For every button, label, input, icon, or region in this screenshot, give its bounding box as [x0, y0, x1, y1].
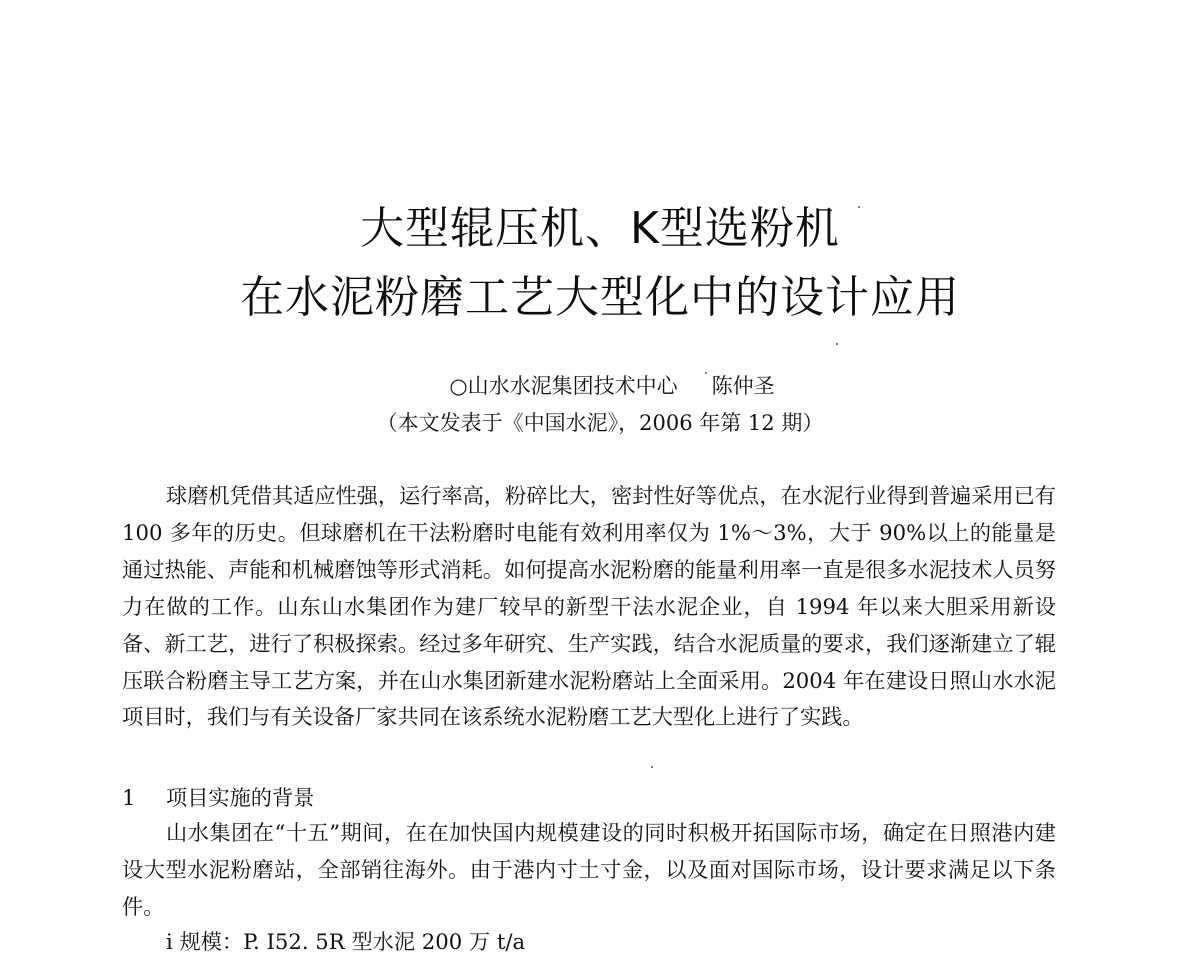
scan-speck: [651, 766, 653, 768]
author-name: 陈仲圣: [711, 374, 775, 398]
scan-speck: [836, 343, 838, 345]
bullet-icon: ○: [449, 374, 468, 398]
title-line-1: 大型辊压机、K型选粉机: [360, 203, 840, 254]
spec-line: i 规模：P. I52. 5R 型水泥 200 万 t/a: [166, 929, 526, 954]
title-line-2: 在水泥粉磨工艺大型化中的设计应用: [240, 272, 960, 323]
affiliation: 山水水泥集团技术中心: [467, 374, 678, 398]
scan-speck: [705, 372, 707, 374]
section-title: 项目实施的背景: [166, 785, 315, 810]
section-heading: [122, 780, 1056, 817]
background-paragraph: 山水集团在“十五”期间，在在加快国内规模建设的同时积极开拓国际市场，确定在日照港内建设大型水泥粉磨站，全部销往海外。由于港内寸土寸金，以及面对国际市场，设计要求满足以下条件。: [122, 820, 1056, 919]
author-line: [0, 372, 1200, 400]
scan-speck: [858, 206, 860, 208]
publication-source: （本文发表于《中国水泥》，2006 年第 12 期）: [376, 411, 824, 435]
intro-paragraph: 球磨机凭借其适应性强，运行率高，粉碎比大，密封性好等优点，在水泥行业得到普遍采用已有 100 多年的历史。但球磨机在干法粉磨时电能有效利用率仅为 1%～3%，大于 90%以上的能量是通过热能、声能和机械磨蚀等形式消耗。如何提高水泥粉磨的能量利用率一直是很多水泥技术人员努力在做的工作。山东山水集团作为建厂较早的新型干法水泥企业，自 1994 年以来大胆采用新设备、新工艺，进行了积极探索。经过多年研究、生产实践，结合水泥质量的要求，我们逐渐建立了辊压联合粉磨主导工艺方案，并在山水集团新建水泥粉磨站上全面采用。2004 年在建设日照山水水泥项目时，我们与有关设备厂家共同在该系统水泥粉磨工艺大型化上进行了实践。: [122, 483, 1056, 730]
section-number: 1: [122, 785, 136, 810]
